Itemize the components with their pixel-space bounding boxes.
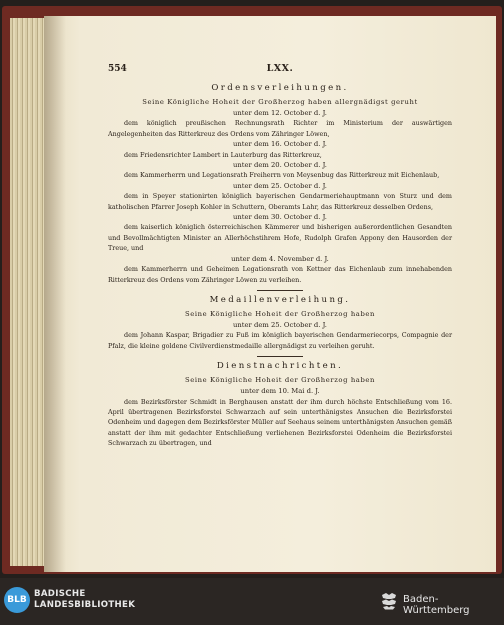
section-title-medaillen: Medaillenverleihung. (209, 294, 351, 305)
section-lead: Seine Königliche Hoheit der Großherzog haben allergnädigst geruht (142, 98, 418, 106)
date-line: unter dem 20. October d. J. (233, 161, 327, 170)
date-line: unter dem 12. October d. J. (233, 109, 327, 117)
library-name-line1: BADISCHE (34, 589, 86, 599)
page-text (108, 64, 452, 449)
paragraph: dem Kammerherrn und Legationsrath Freiherrn von Meysenbug das Ritterkreuz mit Eichenlaub, (124, 171, 440, 180)
library-name[interactable] (34, 589, 135, 611)
section-lead: Seine Königliche Hoheit der Großherzog haben (184, 376, 375, 385)
baden-wuerttemberg-crest-icon (380, 591, 398, 611)
blb-logo[interactable]: BLB (4, 587, 30, 613)
section-title-orden: Ordensverleihungen. (211, 83, 349, 93)
date-line: unter dem 4. November d. J. (231, 254, 329, 263)
library-name-line2: LANDESBIBLIOTHEK (34, 600, 136, 610)
footer-bar (0, 578, 504, 625)
chapter-number: LXX. (266, 63, 294, 74)
paragraph: dem königlich preußischen Rechnungsrath Richter im Ministerium der auswärtigen Angelegenheiten das Ritterkreuz des Ordens vom Zähringer Löwen, (108, 119, 452, 138)
page-number: 554 (108, 64, 127, 74)
paragraph: dem Friedensrichter Lambert in Lauterburg das Ritterkreuz, (124, 150, 322, 159)
paragraph: dem Johann Kaspar, Brigadier zu Fuß im königlich bayerischen Gendarmeriecorps, Compagnie der Pfalz, die kleine goldene Civilverdienstmedaille allergnädigst zu verleihen geruht. (108, 331, 452, 350)
date-line: unter dem 10. Mai d. J. (240, 387, 320, 396)
date-line: unter dem 25. October d. J. (233, 320, 327, 329)
section-lead: Seine Königliche Hoheit der Großherzog haben (184, 309, 375, 318)
state-name[interactable]: Baden-Württemberg (403, 594, 470, 616)
gutter-shadow (44, 16, 66, 572)
date-line: unter dem 25. October d. J. (233, 181, 327, 190)
paragraph: dem in Speyer stationirten königlich bayerischen Gendarmeriehauptmann von Sturz und dem katholischen Pfarrer Joseph Kohler in Schuttern, Oberamts Lahr, das Ritterkreuz desselben Ordens, (108, 192, 452, 211)
date-line: unter dem 30. October d. J. (233, 213, 327, 222)
paragraph: dem kaiserlich königlich österreichischen Kämmerer und bisherigen außerordentlichen Gesandten und Bevollmächtigten Minister an Allerhöchstihrem Hofe, Rudolph Grafen Appony den Hausorden der Treue, und (108, 223, 452, 253)
section-divider (257, 356, 303, 357)
paragraph: dem Kammerherrn und Geheimen Legationsrath von Kettner das Eichenlaub zum innehabenden Ritterkreuz des Ordens vom Zähringer Löwen zu verleihen. (108, 265, 452, 284)
page-header (108, 64, 452, 78)
date-line: unter dem 16. October d. J. (233, 140, 327, 149)
section-divider (257, 290, 303, 291)
paragraph: dem Bezirksförster Schmidt in Berghausen anstatt der ihm durch höchste Entschließung vom 16. April übertragenen Bezirksforstei Schwarzach auf sein unterthänigstes Ansuchen die Bezirksforstei Odenheim und dagegen dem Bezirksförster Müller auf Seehaus seinem unterthänigsten Ansuchen gemäß anstatt der ihm mit gedachter Entschließung verliehenen Bezirksforstei Odenheim die Bezirksforstei Schwarzach zu übertragen, und (108, 397, 452, 448)
section-title-dienst: Dienstnachrichten. (216, 361, 344, 372)
